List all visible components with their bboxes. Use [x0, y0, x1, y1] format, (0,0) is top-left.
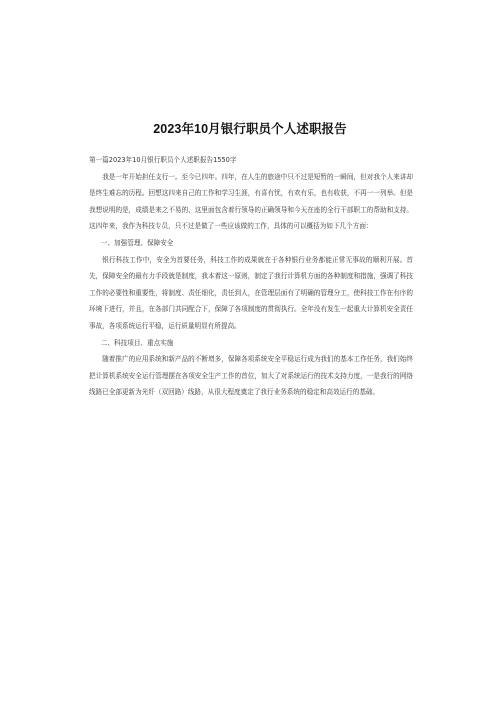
paragraph-intro: 我是一年开始担任支行一。至今已四年。四年，在人生的旅途中只不过是短暂的一瞬间，但对我个人来讲却是终生难忘的历程。回想这四来自己的工作和学习生涯，有喜有忧，有欢有乐，也有收获，不再一一列举。但是我想说明的是，成绩是来之不易的，这里面包含着行领导的正确领导和今天在座的全行干部职工的帮助和支持。这四年来，我作为科技专员，只不过是做了一些应该做的工作，具体的可以概括为如下几个方面： — [89, 172, 413, 231]
paragraph-projects: 随着推广的应用系统和新产品的不断增多，保障各项系统安全平稳运行成为我们的基本工作任务，我们始终把计算机系统安全运行管理摆在各项安全生产工作的首位，加大了对系统运行的技术支持力度，一是我行的网络线路已全部更新为光纤（双回路）线路，从很大程度奠定了我行业务系统的稳定和高效运行的基础。 — [89, 355, 413, 397]
section-heading-2: 二、科技项目、重点实施 — [100, 338, 174, 347]
section-heading-1: 一、加强管理、保障安全 — [100, 238, 174, 247]
article-subtitle: 第一篇2023年10月银行职员个人述职报告1550字 — [89, 156, 237, 164]
document-body — [89, 152, 413, 401]
document-title: 2023年10月银行职员个人述职报告 — [153, 122, 347, 136]
paragraph-security: 银行科技工作中，安全为首要任务，科技工作的成果就在于各种银行业务都能正常无事故的顺利开展。首先，保障安全的最有力手段就是制度，我本着这一原则，制定了我行计算机方面的各种制度和措施，强调了科技工作的必要性和重要性，将制度、责任细化，责任到人，在管理层面有了明确的管理分工，使科技工作在有序的环境下进行，并且，在各部门共同配合下，保障了各项制度的贯彻执行。全年没有发生一起重大计算机安全责任事故，各项系统运行平稳，运行质量明显有所提高。 — [89, 255, 413, 330]
